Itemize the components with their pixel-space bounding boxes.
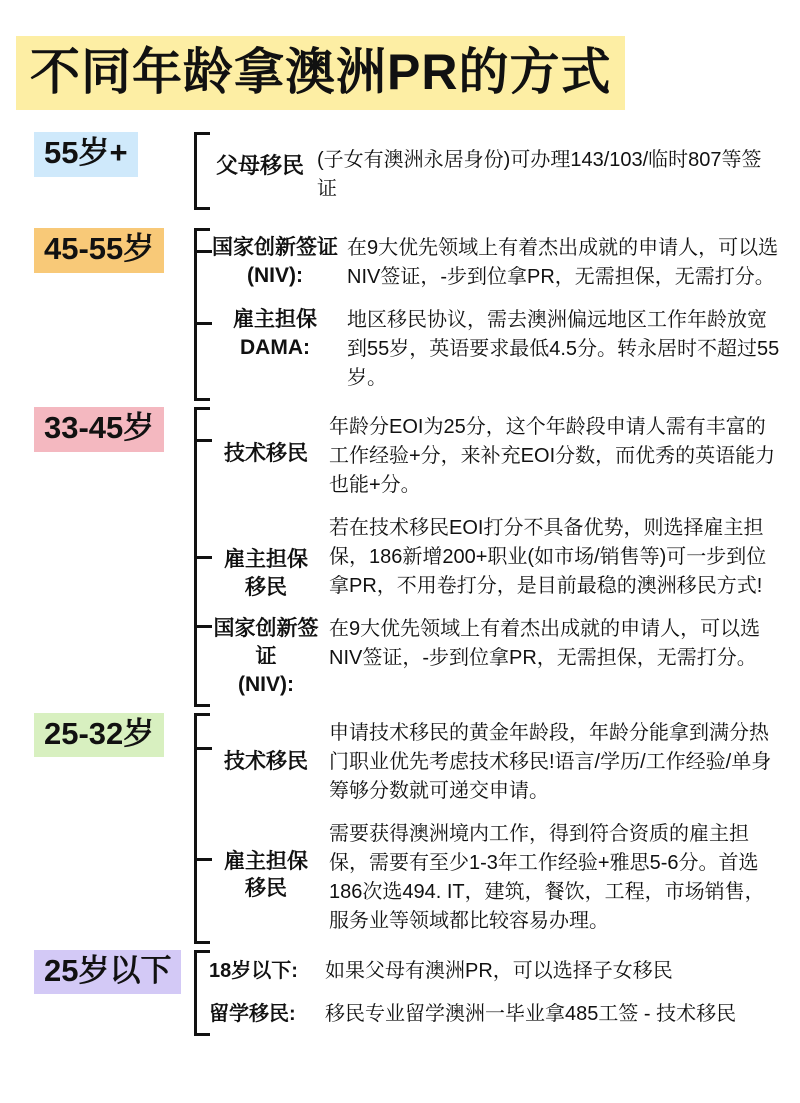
bracket-45-55	[194, 228, 784, 401]
entry-label	[197, 820, 329, 903]
entry-row	[197, 132, 784, 204]
bracket-tick	[197, 625, 212, 628]
entry-description: 地区移民协议，需去澳洲偏远地区工作年龄放宽到55岁，英语要求最低4.5分。转永居时不超过55岁。	[347, 309, 780, 389]
title-container	[16, 36, 784, 110]
age-badge-under-25: 25岁以下	[34, 950, 181, 995]
entry-label	[197, 514, 329, 601]
bracket-55plus	[194, 132, 784, 210]
entry-description: 如果父母有澳洲PR，可以选择子女移民	[325, 959, 673, 982]
entry-row	[197, 713, 784, 814]
age-group-under-25	[16, 950, 784, 1036]
entry-label-line2: 移民	[245, 877, 287, 901]
entry-label: 留学移民:	[209, 1002, 296, 1025]
entry-label: 父母移民	[215, 153, 304, 178]
entry-row	[197, 609, 784, 706]
age-group-25-32	[16, 713, 784, 944]
entry-description: (子女有澳洲永居身份)可办理143/103/临时807等签证	[317, 149, 762, 200]
age-label-container	[16, 713, 194, 758]
bracket-tick	[197, 556, 212, 559]
entry-label	[197, 234, 347, 289]
entry-description: 需要获得澳洲境内工作，得到符合资质的雇主担保，需要有至少1-3年工作经验+雅思5-6分。首选186次选494. IT，建筑，餐饮，工程，市场销售，服务业等领域都比较容易办理。	[329, 822, 765, 932]
age-label-container	[16, 950, 194, 995]
age-group-45-55	[16, 228, 784, 401]
bracket-tick	[197, 322, 212, 325]
bracket-tick	[197, 439, 212, 442]
bracket-25-32	[194, 713, 784, 944]
entry-label	[197, 306, 347, 361]
entry-row	[197, 993, 784, 1036]
age-badge-25-32: 25-32岁	[34, 713, 164, 758]
entry-row	[197, 950, 784, 993]
bracket-under-25	[194, 950, 784, 1036]
entry-label-line1: 国家创新签证	[212, 236, 338, 259]
entry-label: 18岁以下:	[209, 959, 298, 982]
entry-row	[197, 508, 784, 609]
entry-description: 在9大优先领域上有着杰出成就的申请人，可以选NIV签证，-步到位拿PR，无需担保，无需打分。	[347, 237, 779, 288]
page-title: 不同年龄拿澳洲PR的方式	[16, 36, 625, 110]
entry-label-line1: 雇主担保	[224, 548, 308, 571]
entry-row	[197, 300, 784, 401]
age-group-33-45	[16, 407, 784, 707]
infographic-page	[0, 36, 800, 1103]
entry-label-line2: 移民	[245, 575, 287, 599]
entry-description: 若在技术移民EOI打分不具备优势，则选择雇主担保，186新增200+职业(如市场/销售等)可一步到位拿PR，不用卷打分，是目前最稳的澳洲移民方式!	[329, 517, 767, 597]
bracket-tick	[197, 250, 212, 253]
entry-label: 技术移民	[224, 442, 308, 465]
bracket-tick	[197, 747, 212, 750]
entry-label-line2: DAMA:	[240, 335, 310, 359]
age-badge-33-45: 33-45岁	[34, 407, 164, 452]
entry-row	[197, 407, 784, 508]
entry-label-line1: 国家创新签证	[213, 617, 319, 669]
entry-label-line1: 雇主担保	[233, 308, 317, 331]
age-badge-45-55: 45-55岁	[34, 228, 164, 273]
entry-description: 年龄分EOI为25分，这个年龄段申请人需有丰富的工作经验+分，来补充EOI分数，而优秀的英语能力也能+分。	[329, 416, 776, 496]
entry-row	[197, 228, 784, 300]
entry-label-line2: (NIV):	[238, 672, 294, 696]
bracket-tick	[197, 858, 212, 861]
age-group-55plus	[16, 132, 784, 210]
entry-label-line1: 雇主担保	[224, 849, 308, 873]
entry-label	[197, 615, 329, 698]
entry-description: 在9大优先领域上有着杰出成就的申请人，可以选NIV签证，-步到位拿PR，无需担保，无需打分。	[329, 618, 761, 670]
entry-description: 移民专业留学澳洲一毕业拿485工签 - 技术移民	[325, 1002, 737, 1025]
entry-description: 申请技术移民的黄金年龄段，年龄分能拿到满分热门职业优先考虑技术移民!语言/学历/工作经验/单身筹够分数就可递交申请。	[329, 721, 772, 802]
age-label-container	[16, 132, 194, 177]
age-label-container	[16, 407, 194, 452]
age-badge-55plus: 55岁+	[34, 132, 138, 177]
bracket-33-45	[194, 407, 784, 707]
bracket-bottom-cap	[194, 207, 210, 210]
entry-label-line2: (NIV):	[247, 263, 303, 287]
entry-label: 技术移民	[224, 749, 308, 773]
entry-row	[197, 814, 784, 944]
age-label-container	[16, 228, 194, 273]
